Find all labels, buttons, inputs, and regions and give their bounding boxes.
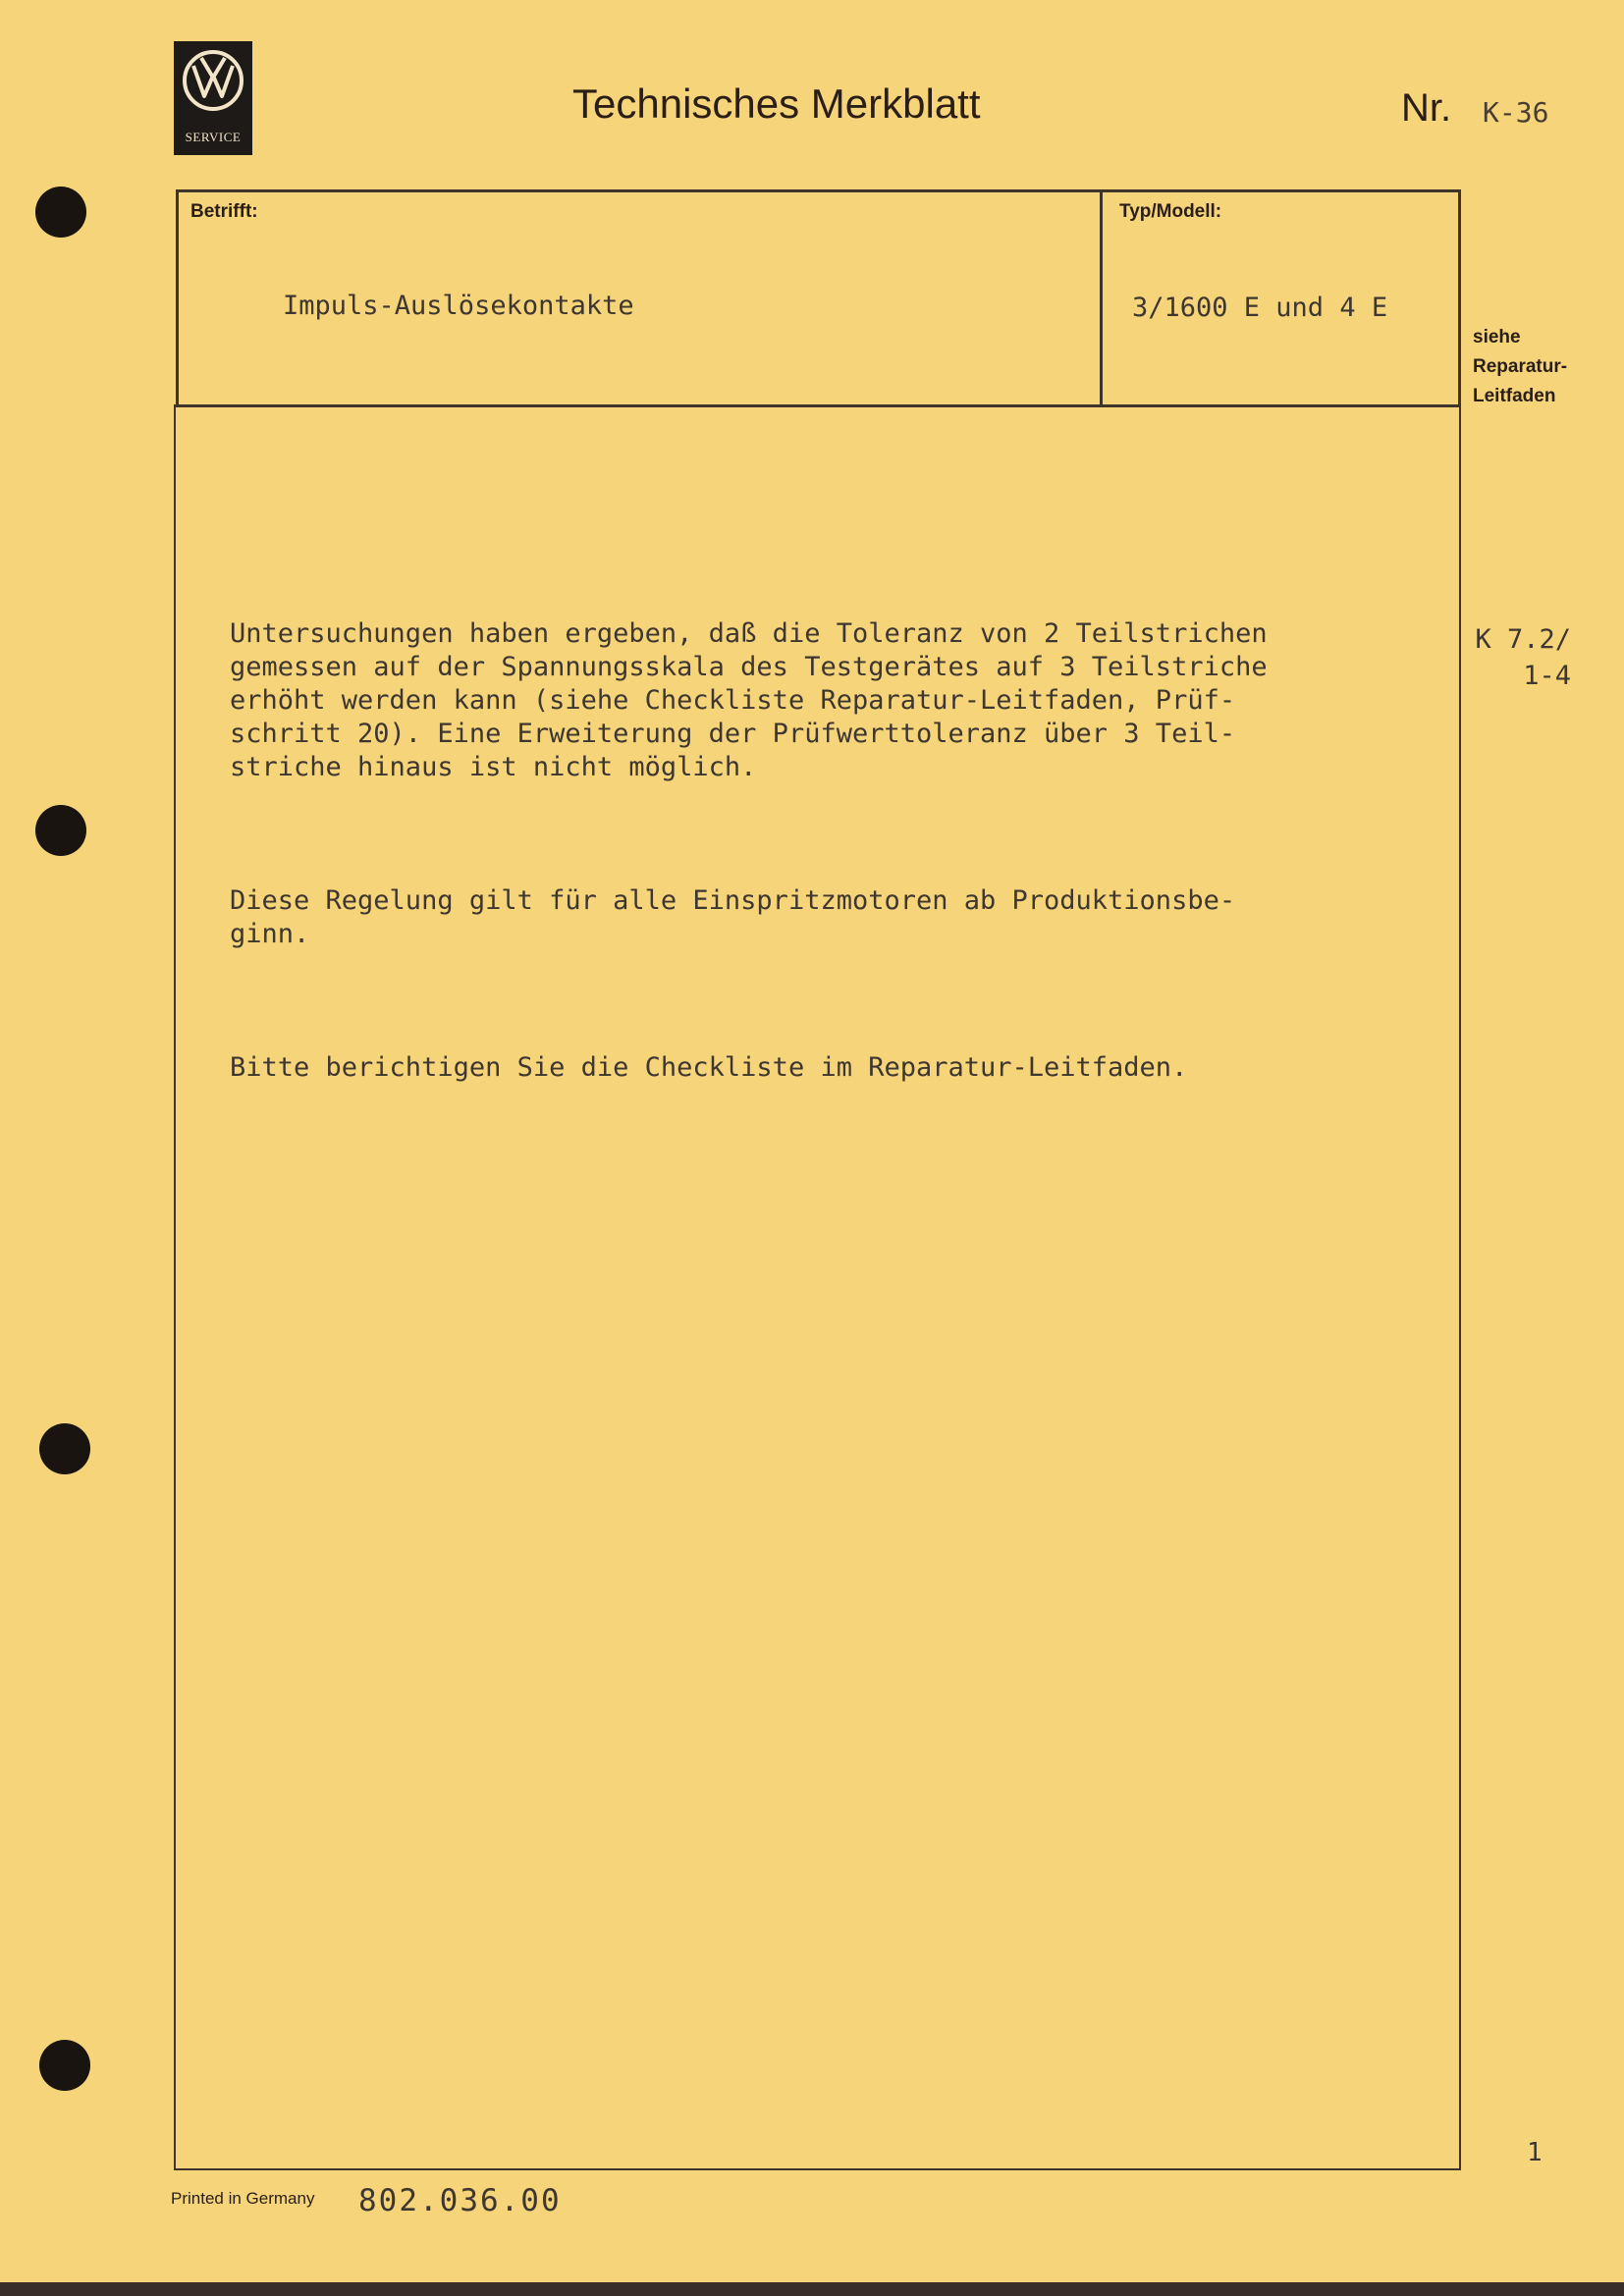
header-divider: [1100, 189, 1103, 407]
punch-hole-4: [39, 2040, 90, 2091]
page-bottom-edge: [0, 2282, 1624, 2296]
body-paragraph: Untersuchungen haben ergeben, daß die Toleranz von 2 Teilstrichen gemessen auf der Spannungsskala des Testgerätes auf 3 Teilstriche erhöht werden kann (siehe Checkliste Reparatur-Leitfaden, Prüf- schritt 20). Eine Erweiterung der Prüfwerttoleranz über 3 Teil- striche hinaus ist nicht möglich.: [230, 618, 1268, 782]
punch-hole-1: [35, 187, 86, 238]
subject-label: Betrifft:: [190, 201, 258, 222]
side-reference: [1473, 323, 1567, 411]
page-number: 1: [1527, 2138, 1543, 2167]
subject-value: Impuls-Auslösekontakte: [283, 291, 634, 321]
side-reference-line: siehe: [1473, 327, 1521, 347]
body-paragraph: Bitte berichtigen Sie die Checkliste im Reparatur-Leitfaden.: [230, 1052, 1188, 1083]
body-text: [230, 551, 1437, 1151]
punch-hole-3: [39, 1423, 90, 1474]
printed-in-germany: Printed in Germany: [171, 2189, 315, 2208]
punch-hole-2: [35, 805, 86, 856]
margin-reference: [1473, 621, 1571, 694]
document-title: Technisches Merkblatt: [572, 80, 981, 127]
margin-reference-line: K 7.2/: [1475, 624, 1571, 655]
document-number: K-36: [1483, 96, 1549, 129]
side-reference-line: Reparatur-: [1473, 356, 1568, 377]
model-label: Typ/Modell:: [1119, 201, 1222, 222]
logo-service-text: SERVICE: [185, 130, 242, 144]
model-value: 3/1600 E und 4 E: [1132, 293, 1388, 323]
margin-reference-line: 1-4: [1523, 661, 1571, 691]
part-number: 802.036.00: [358, 2183, 562, 2218]
vw-service-logo: [174, 41, 252, 155]
number-label: Nr.: [1401, 86, 1452, 130]
vw-emblem-icon: [181, 48, 245, 113]
side-reference-line: Leitfaden: [1473, 386, 1556, 406]
body-paragraph: Diese Regelung gilt für alle Einspritzmotoren ab Produktionsbe- ginn.: [230, 885, 1236, 949]
